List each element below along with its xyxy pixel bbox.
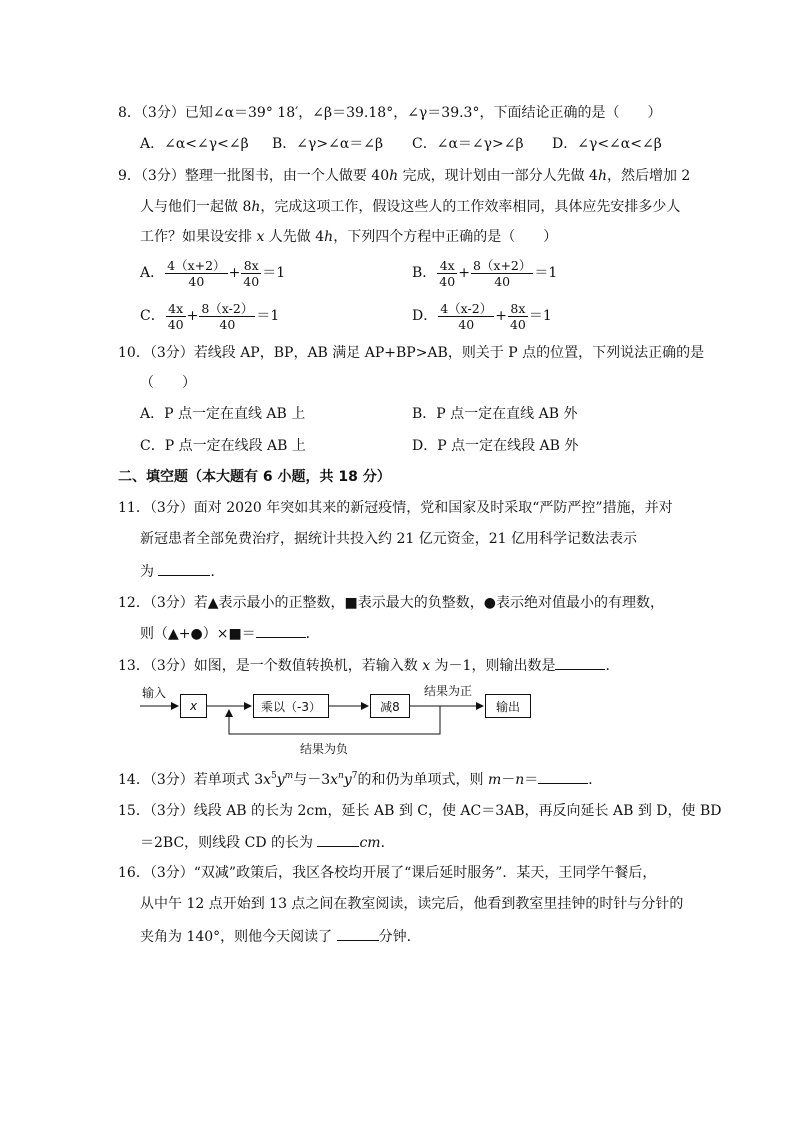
option-d: D．P 点一定在线段 AB 外	[412, 438, 579, 454]
question-12-line-2	[140, 623, 320, 644]
text: 夹角为 140°，则他今天阅读了	[140, 929, 337, 945]
question-score: （3分）	[149, 658, 194, 674]
question-stem: 若线段 AP，BP，AB 满足 AP+BP>AB，则关于 P 点的位置，下列说法正确的是	[193, 345, 705, 361]
question-9-option-c	[140, 299, 279, 333]
text: 为－1，则输出数是	[430, 658, 556, 674]
denominator: 40	[439, 273, 456, 289]
denominator: 40	[494, 273, 511, 289]
answer-blank[interactable]	[538, 769, 588, 784]
equals: ＝1	[256, 308, 280, 324]
var-x: x	[330, 772, 339, 788]
box-x: x	[180, 694, 207, 718]
question-14	[118, 769, 602, 790]
question-9-option-b	[412, 256, 557, 290]
question-number: 13．	[118, 658, 150, 674]
numerator: 4（x+2）	[167, 257, 226, 273]
text: 线段 AB 的长为 2cm，延长 AB 到 C，使 AC＝3AB，再反向延长 AB 到 D，使 BD	[193, 803, 722, 819]
equals: ＝	[524, 772, 539, 788]
numerator: 4x	[437, 258, 457, 274]
equals: ＝1	[262, 265, 286, 281]
denominator: 40	[219, 316, 236, 332]
option-c: C．∠α＝∠γ>∠β	[412, 136, 524, 152]
text: 的和仍为单项式，则	[357, 772, 488, 788]
var-h: h	[251, 199, 261, 215]
box-subtract: 减8	[370, 694, 410, 718]
var-h: h	[389, 168, 399, 184]
question-11-line-3	[140, 561, 224, 582]
question-number: 14．	[118, 772, 150, 788]
question-9-line-2	[140, 197, 680, 217]
question-number: 15．	[118, 803, 150, 819]
fraction	[166, 301, 186, 332]
option-a: A．∠α<∠γ<∠β	[140, 136, 249, 152]
exponent: 5	[271, 771, 277, 781]
answer-blank[interactable]	[555, 655, 605, 670]
question-11-line-1	[118, 498, 673, 518]
denominator: 40	[188, 273, 205, 289]
question-9-option-d	[412, 299, 552, 333]
minus: －	[501, 772, 516, 788]
question-score: （3分）	[149, 772, 194, 788]
answer-blank[interactable]	[256, 623, 306, 638]
var-n: n	[515, 772, 525, 788]
var-y: y	[343, 772, 352, 788]
fraction	[241, 258, 261, 289]
numerator: 4（x-2）	[440, 300, 493, 316]
box-output: 输出	[485, 694, 531, 718]
option-b: B．∠γ>∠α＝∠β	[272, 136, 384, 152]
answer-blank[interactable]	[337, 926, 379, 941]
question-15-line-1	[118, 801, 722, 821]
option-label: C．	[140, 308, 165, 324]
question-stem: 已知∠α＝39° 18′，∠β＝39.18°，∠γ＝39.3°，下面结论正确的是（ ）	[184, 105, 662, 121]
question-8	[118, 103, 661, 123]
option-a: A．P 点一定在直线 AB 上	[140, 406, 306, 422]
question-16-line-1	[118, 863, 656, 883]
fraction	[437, 258, 457, 289]
fraction	[438, 301, 494, 332]
text: ．	[588, 772, 603, 788]
text: 人与他们一起做 8	[140, 199, 252, 215]
denominator: 40	[243, 273, 260, 289]
var-x: x	[256, 229, 265, 245]
fraction	[471, 258, 533, 289]
negative-label: 结果为负	[300, 742, 349, 756]
text: 与－3	[293, 772, 331, 788]
option-c: C．P 点一定在线段 AB 上	[140, 438, 306, 454]
text: ，然后增加 2	[606, 168, 691, 184]
plus: +	[458, 265, 470, 281]
text: 整理一批图书，由一个人做要 40	[184, 168, 390, 184]
question-score: （3分）	[149, 803, 194, 819]
var-x: x	[422, 658, 431, 674]
plus: +	[228, 265, 241, 281]
text: 若▲表示最小的正整数，■表示最大的负整数，●表示绝对值最小的有理数，	[193, 595, 664, 611]
var-y: y	[276, 772, 285, 788]
question-number: 12．	[118, 595, 150, 611]
text: 如图，是一个数值转换机，若输入数	[193, 658, 423, 674]
input-label: 输入	[142, 686, 167, 700]
var-h: h	[597, 168, 607, 184]
text: ．	[380, 835, 395, 851]
section-heading: 二、填空题（本大题有 6 小题，共 18 分）	[118, 469, 391, 485]
text: 分钟．	[378, 929, 421, 945]
fraction	[508, 301, 528, 332]
var-h: h	[324, 229, 334, 245]
text: ．	[605, 658, 620, 674]
text: ，下列四个方程中正确的是（ ）	[333, 229, 558, 245]
var-m: m	[487, 772, 502, 788]
question-13-line-1	[118, 655, 619, 676]
exponent: n	[338, 771, 344, 781]
text: ＝2BC，则线段 CD 的长为	[140, 835, 318, 851]
conversion-machine-diagram	[140, 686, 540, 758]
plus: +	[495, 308, 507, 324]
question-score: （3分）	[149, 865, 194, 881]
text: 则（▲+●）×■＝	[140, 626, 256, 642]
numerator: 8x	[508, 301, 528, 317]
question-number: 10．	[118, 345, 150, 361]
question-number: 11．	[118, 500, 150, 516]
question-number: 8．	[118, 105, 141, 121]
question-score: （3分）	[140, 168, 185, 184]
plus: +	[186, 308, 199, 324]
question-12-line-1	[118, 593, 664, 613]
question-score: （3分）	[149, 595, 194, 611]
question-15-line-2	[140, 832, 395, 853]
text: ．	[210, 564, 225, 580]
var-x: x	[263, 772, 272, 788]
numerator: 8（x+2）	[472, 257, 532, 273]
answer-blank[interactable]	[317, 832, 359, 847]
question-16-line-2: 从中午 12 点开始到 13 点之间在教室阅读，读完后，他看到教室里挂钟的时针与分针的	[140, 896, 684, 912]
question-11-line-2: 新冠患者全部免费治疗，据统计共投入约 21 亿元资金，21 亿用科学记数法表示	[140, 531, 637, 547]
option-label: B．	[412, 265, 437, 281]
question-score: （3分）	[149, 345, 194, 361]
unit: cm	[359, 835, 381, 851]
text: 完成，现计划由一部分人先做 4	[398, 168, 598, 184]
text: 若单项式 3	[193, 772, 264, 788]
question-9-line-1	[118, 166, 690, 186]
question-number: 16．	[118, 865, 150, 881]
fraction	[165, 258, 227, 289]
text: 为	[140, 564, 159, 580]
denominator: 40	[167, 316, 184, 332]
text: ．	[305, 626, 320, 642]
option-d: D．∠γ<∠α<∠β	[552, 136, 662, 152]
positive-label: 结果为正	[424, 684, 473, 698]
exponent: m	[284, 771, 294, 781]
exponent: 7	[351, 771, 358, 781]
text: 人先做 4	[264, 229, 325, 245]
denominator: 40	[509, 316, 526, 332]
numerator: 8（x-2）	[201, 300, 254, 316]
question-score: （3分）	[149, 500, 194, 516]
option-label: A．	[140, 265, 165, 281]
equals: ＝1	[534, 265, 558, 281]
question-score: （3分）	[140, 105, 185, 121]
text: “双减”政策后，我区各校均开展了“课后延时服务”．某天，王同学午餐后，	[193, 865, 657, 881]
text: 工作？如果设安排	[140, 229, 257, 245]
denominator: 40	[458, 316, 475, 332]
option-b: B．P 点一定在直线 AB 外	[412, 406, 578, 422]
box-multiply: 乘以（-3）	[253, 694, 329, 718]
question-10-line-1	[118, 343, 704, 363]
question-16-line-3	[140, 926, 421, 947]
question-9-option-a	[140, 256, 285, 290]
numerator: 4x	[166, 301, 186, 317]
answer-blank[interactable]	[158, 561, 210, 576]
text: 面对 2020 年突如其来的新冠疫情，党和国家及时采取“严防严控”措施，并对	[193, 500, 673, 516]
text: ，完成这项工作，假设这些人的工作效率相同，具体应先安排多少人	[260, 199, 681, 215]
question-9-line-3	[140, 227, 557, 247]
fraction	[199, 301, 255, 332]
question-number: 9．	[118, 168, 141, 184]
equals: ＝1	[528, 308, 552, 324]
option-label: D．	[412, 308, 438, 324]
numerator: 8x	[241, 258, 261, 274]
answer-parentheses: （ ）	[140, 375, 196, 391]
